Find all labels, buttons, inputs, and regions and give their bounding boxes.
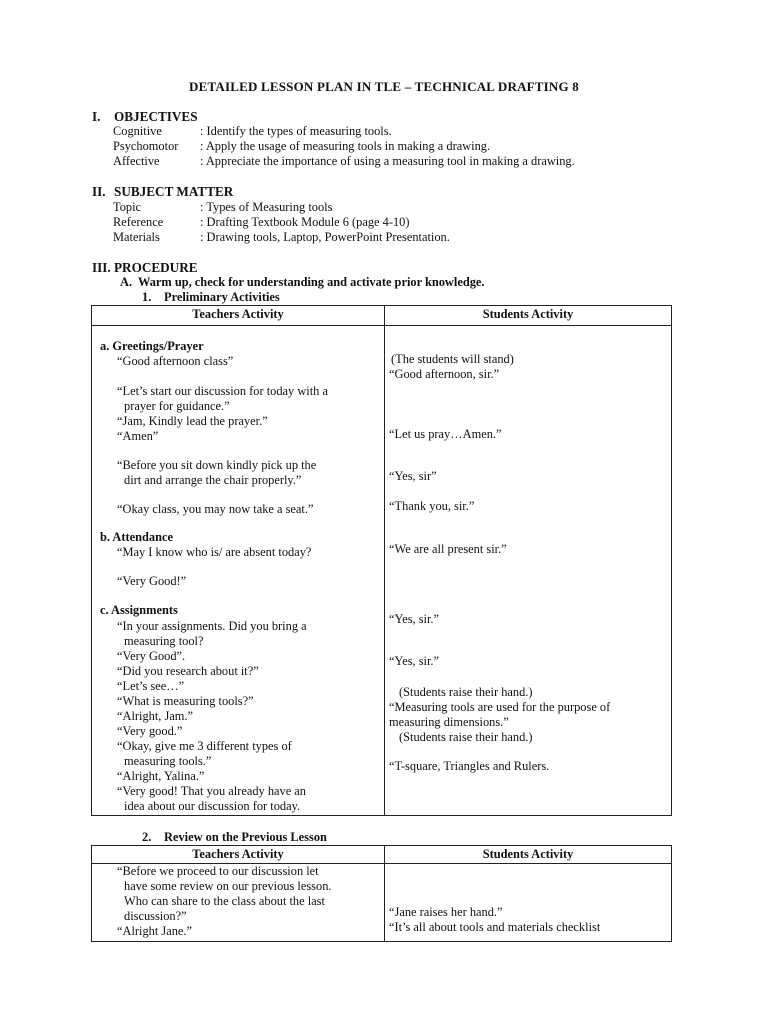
teacher-line: measuring tool?: [124, 634, 204, 648]
section-number: I.: [92, 109, 101, 124]
step-number: 2.: [142, 830, 152, 844]
subject-key: Topic: [113, 200, 142, 214]
teacher-line: “Very good! That you already have an: [117, 784, 306, 798]
step-text: Review on the Previous Lesson: [164, 830, 327, 844]
preliminary-activities-table: [91, 305, 672, 816]
teacher-line: Who can share to the class about the last: [124, 894, 325, 908]
objectives-heading: [92, 109, 198, 124]
student-line: “It’s all about tools and materials checklist: [389, 920, 601, 934]
teacher-line: “Jam, Kindly lead the prayer.”: [117, 414, 268, 428]
student-line: “Good afternoon, sir.”: [389, 367, 500, 381]
procedure-step-2: [142, 830, 327, 845]
section-title: SUBJECT MATTER: [114, 184, 234, 199]
subject-value: : Drafting Textbook Module 6 (page 4-10): [200, 215, 410, 229]
teacher-line: prayer for guidance.”: [124, 399, 230, 413]
teacher-line: “Alright, Yalina.”: [117, 769, 205, 783]
objective-value: : Apply the usage of measuring tools in making a drawing.: [200, 139, 491, 153]
objective-key: Psychomotor: [113, 139, 179, 153]
teacher-line: “Very Good!”: [117, 574, 187, 588]
subject-matter-heading: [92, 184, 233, 199]
section-number: III.: [92, 260, 111, 275]
teacher-line: “Before we proceed to our discussion let: [117, 864, 319, 878]
student-line: “Jane raises her hand.”: [389, 905, 503, 919]
teacher-line: measuring tools.”: [124, 754, 212, 768]
step-text: Preliminary Activities: [164, 290, 280, 304]
step-number: 1.: [142, 290, 152, 304]
section-number: II.: [92, 184, 106, 199]
teacher-line: “Very good.”: [117, 724, 183, 738]
objective-value: : Appreciate the importance of using a measuring tool in making a drawing.: [200, 154, 575, 168]
student-column-header: Students Activity: [482, 307, 574, 321]
part-letter: A.: [120, 275, 133, 289]
teacher-subheading-greetings: a. Greetings/Prayer: [100, 339, 204, 353]
student-line: “T-square, Triangles and Rulers.: [389, 759, 550, 773]
teacher-line: “Okay class, you may now take a seat.”: [117, 502, 314, 516]
student-line: (The students will stand): [391, 352, 514, 366]
objective-affective: [113, 154, 575, 169]
student-column-header: Students Activity: [482, 847, 574, 861]
teacher-line: “Let’s start our discussion for today with a: [117, 384, 328, 398]
procedure-part-a: [120, 275, 485, 290]
teacher-line: “Okay, give me 3 different types of: [117, 739, 292, 753]
objective-psychomotor: [113, 139, 490, 154]
teacher-line: “Alright, Jam.”: [117, 709, 194, 723]
header-divider: [92, 325, 671, 326]
column-divider: [384, 306, 385, 815]
page-title: DETAILED LESSON PLAN IN TLE – TECHNICAL DRAFTING 8: [189, 79, 579, 94]
teacher-line: “May I know who is/ are absent today?: [117, 545, 312, 559]
subject-value: : Drawing tools, Laptop, PowerPoint Presentation.: [200, 230, 450, 244]
student-line: measuring dimensions.”: [389, 715, 509, 729]
teacher-line: idea about our discussion for today.: [124, 799, 301, 813]
student-line: (Students raise their hand.): [399, 685, 533, 699]
teacher-line: “Before you sit down kindly pick up the: [117, 458, 317, 472]
student-line: “We are all present sir.”: [389, 542, 507, 556]
teacher-line: have some review on our previous lesson.: [124, 879, 332, 893]
teacher-subheading-attendance: b. Attendance: [100, 530, 173, 544]
subject-key: Reference: [113, 215, 164, 229]
teacher-line: “Good afternoon class”: [117, 354, 234, 368]
teacher-subheading-assignments: c. Assignments: [100, 603, 178, 617]
student-line: “Yes, sir”: [389, 469, 437, 483]
teacher-line: dirt and arrange the chair properly.”: [124, 473, 302, 487]
subject-value: : Types of Measuring tools: [200, 200, 333, 214]
student-line: “Let us pray…Amen.”: [389, 427, 502, 441]
teacher-line: “In your assignments. Did you bring a: [117, 619, 307, 633]
subject-topic: [113, 200, 332, 215]
teacher-line: “Very Good”.: [117, 649, 186, 663]
objective-key: Affective: [113, 154, 160, 168]
review-table: [91, 845, 672, 942]
subject-reference: [113, 215, 410, 230]
student-line: “Yes, sir.”: [389, 612, 440, 626]
teacher-column-header: Teachers Activity: [192, 307, 284, 321]
student-line: (Students raise their hand.): [399, 730, 533, 744]
objective-value: : Identify the types of measuring tools.: [200, 124, 392, 138]
part-text: Warm up, check for understanding and activate prior knowledge.: [138, 275, 485, 289]
section-title: OBJECTIVES: [114, 109, 198, 124]
teacher-column-header: Teachers Activity: [192, 847, 284, 861]
procedure-step-1: [142, 290, 280, 305]
section-title: PROCEDURE: [114, 260, 198, 275]
objective-key: Cognitive: [113, 124, 162, 138]
teacher-line: “Did you research about it?”: [117, 664, 259, 678]
subject-key: Materials: [113, 230, 160, 244]
procedure-heading: [92, 260, 198, 275]
student-line: “Yes, sir.”: [389, 654, 440, 668]
subject-materials: [113, 230, 450, 245]
student-line: “Thank you, sir.”: [389, 499, 475, 513]
teacher-line: “Let’s see…”: [117, 679, 185, 693]
teacher-line: discussion?”: [124, 909, 187, 923]
objective-cognitive: [113, 124, 392, 139]
student-line: “Measuring tools are used for the purpose of: [389, 700, 611, 714]
teacher-line: “Alright Jane.”: [117, 924, 193, 938]
teacher-line: “What is measuring tools?”: [117, 694, 254, 708]
teacher-line: “Amen”: [117, 429, 159, 443]
